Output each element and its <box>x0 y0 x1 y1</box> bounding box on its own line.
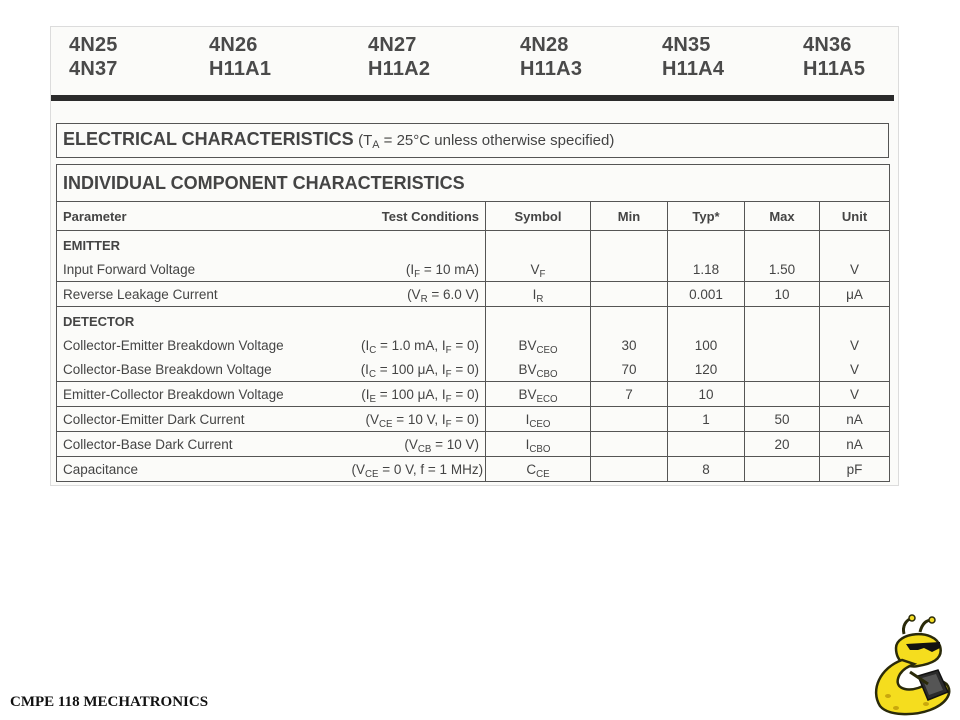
table-row <box>57 257 890 282</box>
part-number: H11A3 <box>520 58 583 80</box>
typ-cell: 8 <box>668 457 745 482</box>
test-condition-cell: ($I_E = 100$ μA, $I_F = 0$) <box>347 382 486 407</box>
header-rule <box>51 95 894 101</box>
parameter-cell: Collector-Emitter Dark Current <box>57 407 347 432</box>
column-header-parameter: Parameter <box>57 202 347 231</box>
typ-cell: 120 <box>668 357 745 382</box>
typ-cell <box>668 432 745 457</box>
column-header-max: Max <box>745 202 820 231</box>
unit-cell: V <box>820 333 890 357</box>
section-label-emitter: EMITTER <box>57 231 347 258</box>
test-condition-cell: ($V_{CE} = 10$ V, $I_F = 0$) <box>347 407 486 432</box>
test-condition-cell: ($V_{CE} = 0$ V, f = 1 MHz) <box>347 457 486 482</box>
part-number: 4N26 <box>209 34 258 56</box>
min-cell: 30 <box>591 333 668 357</box>
part-number: 4N27 <box>368 34 417 56</box>
table-title: INDIVIDUAL COMPONENT CHARACTERISTICS <box>57 165 890 202</box>
unit-cell: V <box>820 382 890 407</box>
unit-cell: nA <box>820 432 890 457</box>
column-header-test-conditions: Test Conditions <box>347 202 486 231</box>
part-number: H11A2 <box>368 58 431 80</box>
table-row <box>57 407 890 432</box>
parameter-cell: Emitter-Collector Breakdown Voltage <box>57 382 347 407</box>
part-group-6 <box>803 33 893 81</box>
typ-cell: 100 <box>668 333 745 357</box>
part-number: H11A4 <box>662 58 725 80</box>
component-characteristics-table <box>56 164 890 482</box>
section-label-detector: DETECTOR <box>57 307 347 334</box>
table-header-row <box>57 202 890 231</box>
min-cell <box>591 257 668 282</box>
min-cell: 70 <box>591 357 668 382</box>
symbol-cell: $BV_{CEO}$ <box>486 333 591 357</box>
course-footer: CMPE 118 MECHATRONICS <box>10 694 209 710</box>
part-number: 4N36 <box>803 34 852 56</box>
typ-cell: 0.001 <box>668 282 745 307</box>
max-cell <box>745 357 820 382</box>
max-cell <box>745 457 820 482</box>
max-cell <box>745 333 820 357</box>
symbol-cell: $BV_{CBO}$ <box>486 357 591 382</box>
table-row <box>57 457 890 482</box>
typ-cell: 10 <box>668 382 745 407</box>
min-cell <box>591 432 668 457</box>
min-cell <box>591 407 668 432</box>
max-cell <box>745 382 820 407</box>
section-title: ELECTRICAL CHARACTERISTICS <box>63 129 354 149</box>
part-number-header <box>51 27 898 93</box>
unit-cell: μA <box>820 282 890 307</box>
table-row <box>57 333 890 357</box>
part-group-1 <box>69 33 159 81</box>
column-header-symbol: Symbol <box>486 202 591 231</box>
symbol-cell: $C_{CE}$ <box>486 457 591 482</box>
electrical-characteristics-banner <box>56 123 889 158</box>
symbol-cell: $V_F$ <box>486 257 591 282</box>
unit-cell: V <box>820 257 890 282</box>
column-header-unit: Unit <box>820 202 890 231</box>
typ-cell: 1.18 <box>668 257 745 282</box>
table-row <box>57 432 890 457</box>
max-cell: 20 <box>745 432 820 457</box>
min-cell <box>591 457 668 482</box>
section-row-emitter <box>57 231 890 258</box>
symbol-cell: $I_{CEO}$ <box>486 407 591 432</box>
typ-cell: 1 <box>668 407 745 432</box>
max-cell: 1.50 <box>745 257 820 282</box>
test-condition-cell: ($I_F = 10$ mA) <box>347 257 486 282</box>
column-header-typ: Typ* <box>668 202 745 231</box>
parameter-cell: Collector-Base Breakdown Voltage <box>57 357 347 382</box>
section-condition: ($T_A = 25^\circ C$ unless otherwise specified) <box>358 132 615 152</box>
table-row <box>57 282 890 307</box>
table-row <box>57 382 890 407</box>
symbol-cell: $I_{CBO}$ <box>486 432 591 457</box>
min-cell: 7 <box>591 382 668 407</box>
unit-cell: nA <box>820 407 890 432</box>
part-group-4 <box>520 33 610 81</box>
part-number: 4N37 <box>69 58 118 80</box>
table-row <box>57 357 890 382</box>
test-condition-cell: ($I_C = 100$ μA, $I_F = 0$) <box>347 357 486 382</box>
section-row-detector <box>57 307 890 334</box>
part-number: H11A5 <box>803 58 866 80</box>
parameter-cell: Input Forward Voltage <box>57 257 347 282</box>
part-group-3 <box>368 33 458 81</box>
symbol-cell: $BV_{ECO}$ <box>486 382 591 407</box>
part-number: 4N28 <box>520 34 569 56</box>
max-cell: 50 <box>745 407 820 432</box>
unit-cell: pF <box>820 457 890 482</box>
max-cell: 10 <box>745 282 820 307</box>
test-condition-cell: ($I_C = 1.0$ mA, $I_F = 0$) <box>347 333 486 357</box>
part-number: 4N25 <box>69 34 118 56</box>
datasheet-excerpt <box>50 26 899 486</box>
part-group-5 <box>662 33 752 81</box>
symbol-cell: $I_R$ <box>486 282 591 307</box>
parameter-cell: Reverse Leakage Current <box>57 282 347 307</box>
test-condition-cell: ($V_{CB} = 10$ V) <box>347 432 486 457</box>
column-header-min: Min <box>591 202 668 231</box>
min-cell <box>591 282 668 307</box>
unit-cell: V <box>820 357 890 382</box>
parameter-cell: Capacitance <box>57 457 347 482</box>
parameter-cell: Collector-Base Dark Current <box>57 432 347 457</box>
part-number: H11A1 <box>209 58 272 80</box>
parameter-cell: Collector-Emitter Breakdown Voltage <box>57 333 347 357</box>
part-group-2 <box>209 33 299 81</box>
part-number: 4N35 <box>662 34 711 56</box>
test-condition-cell: ($V_R = 6.0$ V) <box>347 282 486 307</box>
banana-slug-mascot-icon <box>866 614 956 718</box>
